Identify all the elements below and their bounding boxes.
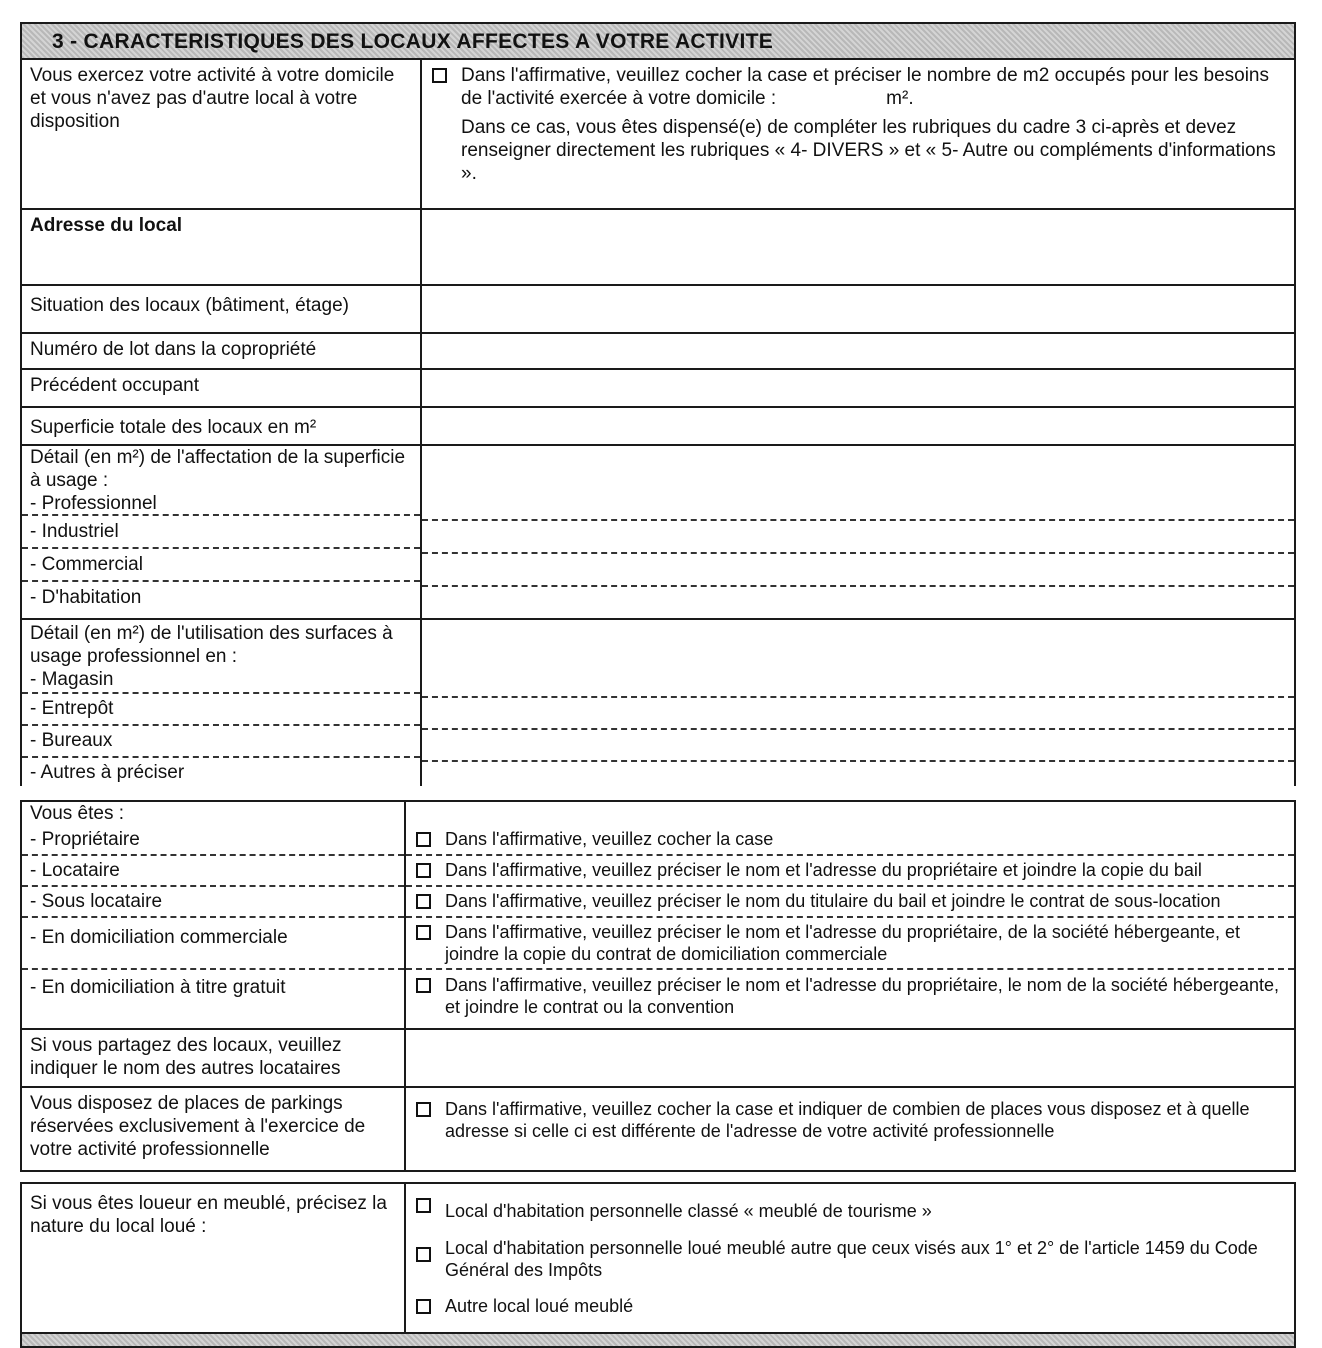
locataire-checkbox[interactable] (416, 863, 431, 878)
affectation-label: Détail (en m²) de l'affectation de la superficie à usage : (30, 447, 406, 491)
utilisation-field-bureaux[interactable] (422, 730, 1294, 762)
row-lot (21, 333, 1295, 369)
statut-option-proprietaire (406, 826, 1294, 856)
meuble-autre-checkbox[interactable] (416, 1299, 431, 1314)
sous-locataire-text: Dans l'affirmative, veuillez préciser le nom du titulaire du bail et joindre le contrat de sous-location (445, 891, 1221, 911)
domiciliation-gratuite-checkbox[interactable] (416, 978, 431, 993)
affectation-field-professionnel[interactable] (422, 446, 1294, 521)
parkings-checkbox[interactable] (416, 1102, 431, 1117)
meuble-label: Si vous êtes loueur en meublé, précisez la nature du local loué : (21, 1183, 405, 1333)
domicile-text-2: Dans ce cas, vous êtes dispensé(e) de compléter les rubriques du cadre 3 ci-après et devez renseigner directement les rubriques « 4- DIVERS » et « 5- Autre ou compléments d'informations ». (461, 117, 1276, 184)
domiciliation-commerciale-checkbox[interactable] (416, 925, 431, 940)
footer-band (20, 1334, 1296, 1348)
lot-field[interactable] (421, 333, 1295, 369)
domicile-cell (421, 59, 1295, 209)
statut-item-domiciliation-gratuite: - En domiciliation à titre gratuit (30, 977, 286, 998)
meuble-autre-text: Autre local loué meublé (445, 1296, 634, 1316)
locataire-text: Dans l'affirmative, veuillez préciser le nom et l'adresse du propriétaire et joindre la copie du bail (445, 860, 1202, 880)
sous-locataire-checkbox[interactable] (416, 894, 431, 909)
affectation-item-professionnel: - Professionnel (22, 492, 420, 516)
partage-field[interactable] (405, 1029, 1295, 1087)
statut-option-domiciliation-commerciale (406, 918, 1294, 970)
row-parkings (21, 1087, 1295, 1171)
row-adresse (21, 209, 1295, 285)
meuble-option-habitation (416, 1237, 1284, 1281)
precedent-field[interactable] (421, 369, 1295, 407)
utilisation-field-entrepot[interactable] (422, 698, 1294, 730)
row-utilisation (21, 619, 1295, 786)
row-situation (21, 285, 1295, 333)
meuble-options (405, 1183, 1295, 1333)
statut-option-domiciliation-gratuite (406, 970, 1294, 1018)
affectation-item-industriel: - Industriel (22, 516, 420, 549)
parkings-text: Dans l'affirmative, veuillez cocher la case et indiquer de combien de places vous disposez et à quelle adresse si celle ci est différente de l'adresse de votre activité professionnelle (445, 1099, 1250, 1141)
utilisation-field-magasin[interactable] (422, 620, 1294, 698)
parkings-label: Vous disposez de places de parkings réservées exclusivement à l'exercice de votre activité professionnelle (21, 1087, 405, 1171)
meuble-habitation-text: Local d'habitation personnelle loué meublé autre que ceux visés aux 1° et 2° de l'article 1459 du Code Général des Impôts (445, 1238, 1258, 1280)
section-gap (20, 786, 1296, 800)
statut-option-locataire (406, 856, 1294, 887)
situation-label: Situation des locaux (bâtiment, étage) (21, 285, 421, 333)
meuble-tourisme-text: Local d'habitation personnelle classé « meublé de tourisme » (445, 1201, 932, 1221)
utilisation-item-magasin: - Magasin (22, 668, 420, 694)
affectation-field-commercial[interactable] (422, 554, 1294, 587)
affectation-field-industriel[interactable] (422, 521, 1294, 554)
superficie-label: Superficie totale des locaux en m² (21, 407, 421, 445)
adresse-label: Adresse du local (21, 209, 421, 285)
domicile-text-1: Dans l'affirmative, veuillez cocher la case et préciser le nombre de m2 occupés pour les besoins de l'activité exercée à votre domicile : (461, 65, 1270, 109)
domiciliation-gratuite-text: Dans l'affirmative, veuillez préciser le nom et l'adresse du propriétaire, le nom de la société hébergeante, et joindre le contrat ou la convention (445, 975, 1279, 1017)
row-domicile (21, 59, 1295, 209)
row-meuble (21, 1183, 1295, 1333)
statut-item-sous-locataire: - Sous locataire (22, 887, 404, 918)
row-separator (21, 1171, 1295, 1183)
superficie-field[interactable] (421, 407, 1295, 445)
row-partage (21, 1029, 1295, 1087)
row-precedent (21, 369, 1295, 407)
statut-cell (21, 801, 405, 1029)
statut-option-sous-locataire (406, 887, 1294, 918)
partage-label: Si vous partagez des locaux, veuillez indiquer le nom des autres locataires (21, 1029, 405, 1087)
lot-label: Numéro de lot dans la copropriété (21, 333, 421, 369)
affectation-cell (21, 445, 421, 619)
meuble-habitation-checkbox[interactable] (416, 1247, 431, 1262)
utilisation-item-autres: - Autres à préciser (30, 762, 185, 783)
affectation-fields (421, 445, 1295, 619)
utilisation-fields (421, 619, 1295, 786)
proprietaire-checkbox[interactable] (416, 832, 431, 847)
row-statut (21, 801, 1295, 1029)
meuble-option-tourisme (416, 1194, 1284, 1223)
precedent-label: Précédent occupant (21, 369, 421, 407)
utilisation-label: Détail (en m²) de l'utilisation des surfaces à usage professionnel en : (30, 623, 393, 667)
domicile-checkbox[interactable] (432, 68, 447, 83)
utilisation-field-autres[interactable] (422, 762, 1294, 786)
domiciliation-commerciale-text: Dans l'affirmative, veuillez préciser le nom et l'adresse du propriétaire, de la société hébergeante, et joindre la copie du contrat de domiciliation commerciale (445, 922, 1240, 964)
row-superficie (21, 407, 1295, 445)
row-affectation (21, 445, 1295, 619)
affectation-item-commercial: - Commercial (22, 549, 420, 582)
domicile-unit: m². (886, 88, 914, 109)
statut-item-proprietaire: - Propriétaire (22, 826, 404, 856)
statut-label: Vous êtes : (30, 803, 125, 824)
proprietaire-text: Dans l'affirmative, veuillez cocher la case (445, 829, 774, 849)
parkings-cell (405, 1087, 1295, 1171)
meuble-tourisme-checkbox[interactable] (416, 1198, 431, 1213)
utilisation-item-bureaux: - Bureaux (22, 726, 420, 758)
locaux-table-2 (20, 800, 1296, 1334)
affectation-field-habitation[interactable] (422, 587, 1294, 618)
meuble-option-autre (416, 1295, 1284, 1318)
section-3-form (20, 22, 1296, 1348)
locaux-table-1 (20, 58, 1296, 786)
utilisation-cell (21, 619, 421, 786)
affectation-item-habitation: - D'habitation (30, 587, 142, 608)
statut-item-locataire: - Locataire (22, 856, 404, 887)
utilisation-item-entrepot: - Entrepôt (22, 694, 420, 726)
section-title: 3 - CARACTERISTIQUES DES LOCAUX AFFECTES A VOTRE ACTIVITE (20, 22, 1296, 58)
statut-item-domiciliation-commerciale: - En domiciliation commerciale (22, 918, 404, 970)
statut-options (405, 801, 1295, 1029)
adresse-field[interactable] (421, 209, 1295, 285)
domicile-label: Vous exercez votre activité à votre domicile et vous n'avez pas d'autre local à votre disposition (21, 59, 421, 209)
situation-field[interactable] (421, 285, 1295, 333)
